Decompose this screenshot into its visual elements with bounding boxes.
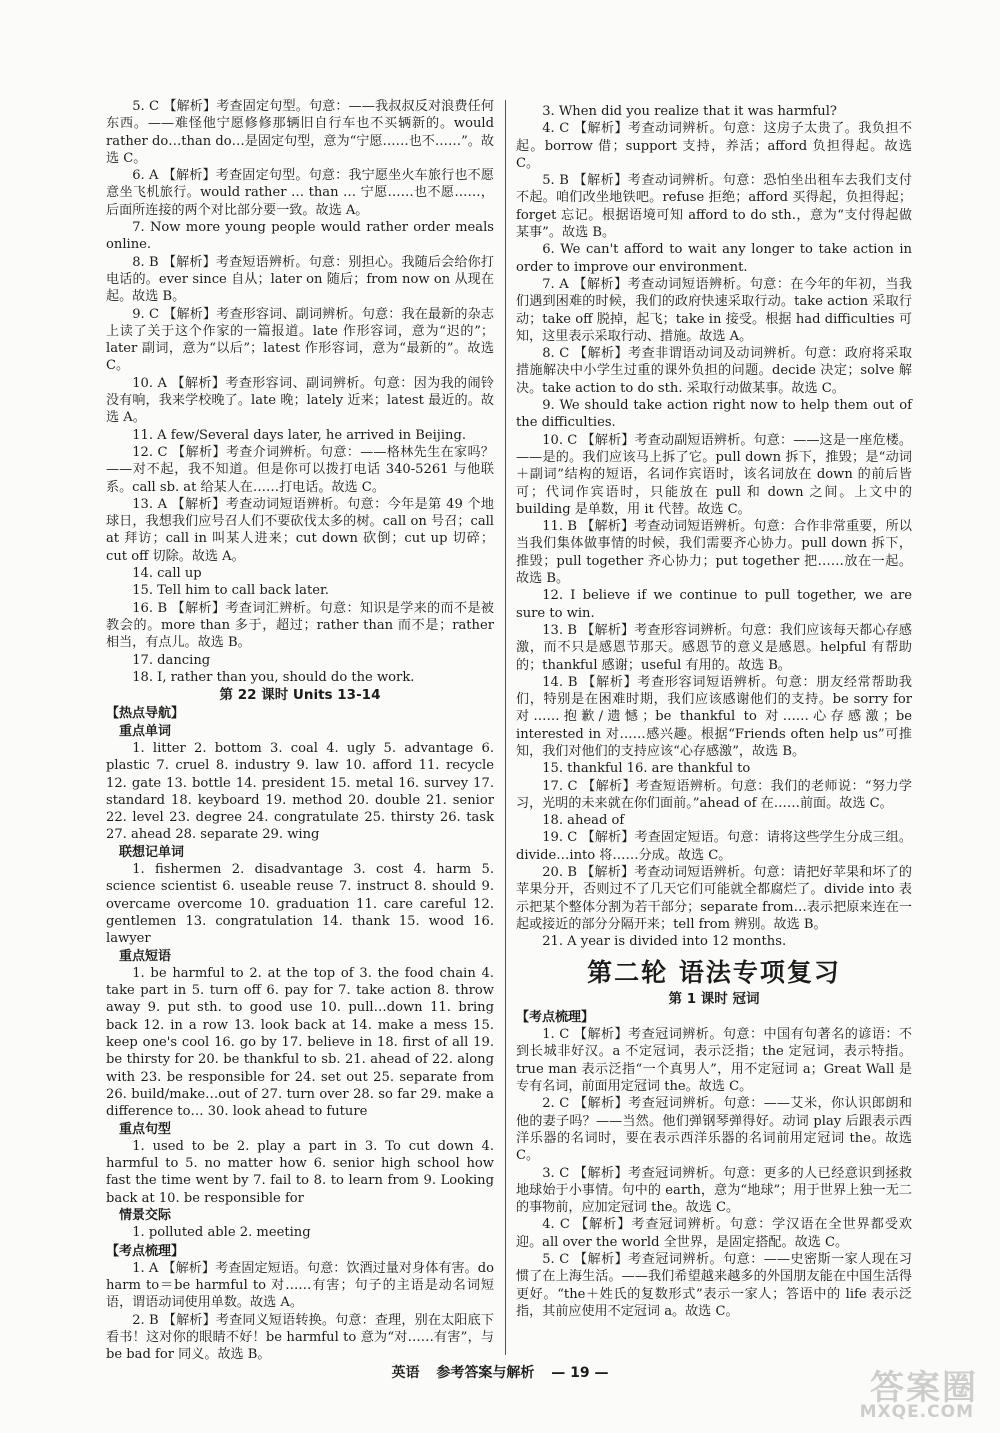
subsection-heading: 情景交际 — [119, 1208, 172, 1223]
answer-paragraph: 6. We can't afford to wait any longer to take action in order to improve our environment. — [516, 242, 912, 275]
answer-paragraph: 15. thankful 16. are thankful to — [542, 761, 751, 777]
section-heading: 【热点导航】 — [106, 706, 185, 722]
answer-paragraph: 17. C 【解析】考查短语辨析。句意：我们的老师说：“努力学习，光明的未来就在你们面前。”ahead of 在……前面。故选 C。 — [516, 778, 912, 811]
footer-subject: 英语 — [391, 1365, 420, 1381]
answer-paragraph: 5. C 【解析】考查冠词辨析。句意：——史密斯一家人现在习惯了在上海生活。——我们希望越来越多的外国朋友能在中国生活得更好。“the＋姓氏的复数形式”表示一家人；答语中的 life 表示泛指，其前应使用不定冠词 a。故选 C。 — [516, 1252, 912, 1319]
answer-paragraph: 12. C 【解析】考查介词辨析。句意：——格林先生在家吗？——对不起，我不知道。但是你可以拨打电话 340-5261 与他联系。call sb. at 给某人在……打电话。故选 C。 — [106, 444, 494, 495]
watermark — [818, 1360, 978, 1420]
subsection-heading: 重点短语 — [119, 948, 172, 964]
answer-paragraph: 14. B 【解析】考查形容词短语辨析。句意：朋友经常帮助我们，特别是在困难时期，我们应该感谢他们的支持。be sorry for 对……抱歉/遗憾；be thankful to 对……心存感激；be interested in 对……感兴趣。根据“Friends often help us”可推知，我们对他们的支持应该“心存感激”，故选 B。 — [516, 674, 912, 759]
answer-paragraph: 16. B 【解析】考查词汇辨析。句意：知识是学来的而不是被教会的。more than 多于，超过；rather than 而不是；rather 相当，有点儿。故选 B。 — [106, 600, 494, 651]
answer-paragraph: 18. ahead of — [542, 813, 625, 829]
answer-paragraph: 1. polluted able 2. meeting — [132, 1225, 311, 1241]
answer-paragraph: 5. C 【解析】考查固定句型。句意：——我叔叔反对浪费任何东西。——难怪他宁愿修修那辆旧自行车也不买辆新的。would rather do…than do…是固定句型，意为“宁愿……也不……”。故选 C。 — [106, 99, 494, 166]
watermark-url: MXQE.COM — [859, 1402, 974, 1422]
left-column — [106, 98, 494, 1364]
answer-paragraph: 11. B 【解析】考查动词短语辨析。句意：合作非常重要，所以当我们集体做事情的时候，我们需要齐心协力。pull down 拆下，推毁；pull together 齐心协力；put together 把……放在一起。故选 B。 — [516, 519, 912, 587]
answer-paragraph: 14. call up — [132, 566, 202, 582]
answer-paragraph: 11. A few/Several days later, he arrived in Beijing. — [132, 427, 467, 443]
watermark-logo: 答案圈 — [870, 1368, 978, 1408]
answer-paragraph: 1. C 【解析】考查冠词辨析。句意：中国有句著名的谚语：不到长城非好汉。a 不定冠词，表示泛指；the 定冠词，表示特指。true man 表示泛指“一个真男人”，用不定冠词 a；Great Wall 是专有名词，前面用定冠词 the。故选 C。 — [516, 1027, 912, 1095]
answer-paragraph: 18. I, rather than you, should do the work. — [132, 669, 415, 685]
answer-paragraph: 21. A year is divided into 12 months. — [542, 934, 787, 950]
answer-paragraph: 1. A 【解析】考查固定短语。句意：饮酒过量对身体有害。do harm to＝be harmful to 对……有害；句子的主语是动名词短语，谓语动词使用单数。故选 A。 — [106, 1260, 494, 1311]
section-heading: 【考点梳理】 — [516, 1009, 595, 1025]
answer-paragraph: 1. fishermen 2. disadvantage 3. cost 4. harm 5. science scientist 6. useable reuse 7. instruct 8. should 9. overcame overcome 10. graduation 11. care careful 12. gentlemen 13. congratulation 14. thank 15. wood 16. lawyer — [106, 862, 494, 947]
answer-paragraph: 4. C 【解析】考查动词辨析。句意：这房子太贵了。我负担不起。borrow 借；support 支持，养活；afford 负担得起。故选 C。 — [516, 121, 912, 171]
page-number: — 19 — — [551, 1365, 609, 1381]
footer-title: 参考答案与解析 — [436, 1365, 535, 1381]
answer-paragraph: 19. C 【解析】考查固定短语。句意：请将这些学生分成三组。divide…into 将……分成。故选 C。 — [516, 830, 912, 863]
answer-paragraph: 5. B 【解析】考查动词辨析。句意：恐怕坐出租车去我们支付不起。咱们改坐地铁吧。refuse 拒绝；afford 买得起，负担得起；forget 忘记。根据语境可知 afford to do sth.，意为“支付得起做某事”。故选 B。 — [516, 173, 912, 241]
answer-paragraph: 9. C 【解析】考查形容词、副词辨析。句意：我在最新的杂志上读了关于这个作家的一篇报道。late 作形容词，意为“迟的”；later 副词，意为“以后”；latest 作形容词，意为“最新的”。故选 C。 — [106, 306, 494, 374]
answer-paragraph: 2. B 【解析】考查同义短语转换。句意：查理，别在太阳底下看书！这对你的眼睛不好！be harmful to 意为“对……有害”，与 be bad for 同义。故选 B。 — [106, 1312, 494, 1363]
answer-paragraph: 4. C 【解析】考查冠词辨析。句意：学汉语在全世界都受欢迎。all over the world 全世界，是固定搭配。故选 C。 — [516, 1217, 912, 1250]
answer-paragraph: 3. C 【解析】考查冠词辨析。句意：更多的人已经意识到拯救地球始于小事情。句中的 earth，意为“地球”；用于世界上独一无二的事物前，应加定冠词 the。故选 C。 — [516, 1165, 912, 1216]
answer-paragraph: 13. B 【解析】考查形容词辨析。句意：我们应该每天都心存感激，而不只是感恩节那天。感恩节的意义是感恩。helpful 有帮助的；thankful 感谢；useful 有用的。故选 B。 — [516, 622, 912, 673]
answer-paragraph: 10. A 【解析】考查形容词、副词辨析。句意：因为我的闹铃没有响，我来学校晚了。late 晚；lately 近来；latest 最近的。故选 A。 — [106, 375, 494, 426]
round-title: 第二轮 语法专项复习 — [587, 957, 841, 987]
answer-paragraph: 7. A 【解析】考查动词短语辨析。句意：在今年的年初，当我们遇到困难的时候，我们的政府快速采取行动。take action 采取行动；take off 脱掉，起飞；take in 接受。根据 had difficulties 可知，这里表示采取行动、措施。故选 A。 — [516, 276, 912, 344]
answer-paragraph: 10. C 【解析】考查动副短语辨析。句意：——这是一座危楼。——是的。我们应该马上拆了它。pull down 拆下，推毁；是“动词＋副词”结构的短语，名词作宾语时，该名词放在 down 的前后皆可；代词作宾语时，只能放在 pull 和 down 之间。上文中的 building 是单数，用 it 代替。故选 C。 — [516, 432, 912, 517]
answer-paragraph: 2. C 【解析】考查冠词辨析。句意：——艾米，你认识郎朗和他的妻子吗？——当然。他们弹钢琴弹得好。动词 play 后跟表示西洋乐器的名词时，要在表示西洋乐器的名词前用定冠词 the。故选 C。 — [516, 1096, 912, 1164]
answer-paragraph: 9. We should take action right now to help them out of the difficulties. — [516, 398, 912, 431]
subsection-heading: 联想记单词 — [119, 844, 185, 860]
subsection-heading: 重点句型 — [119, 1121, 172, 1137]
answer-paragraph: 20. B 【解析】考查动词短语辨析。句意：请把好苹果和坏了的苹果分开，否则过不了几天它们可能就全都腐烂了。divide into 表示把某个整体分割为若干部分；separate from…表示把原来连在一起或接近的部分分隔开来；tell from 辨别。故选 B。 — [516, 865, 912, 932]
answer-paragraph: 1. used to be 2. play a part in 3. To cut down 4. harmful to 5. no matter how 6. senior high school how fast the time went by 7. fail to 8. to learn from 9. Looking back at 10. be responsible for — [106, 1138, 494, 1206]
answer-paragraph: 8. C 【解析】考查非谓语动词及动词辨析。句意：政府将采取措施解决中小学生过重的课外负担的问题。decide 决定；solve 解决。take action to do sth. 采取行动做某事。故选 C。 — [516, 346, 912, 396]
subsection-heading: 重点单词 — [119, 723, 172, 739]
lesson-heading: 第 1 课时 冠词 — [668, 990, 760, 1007]
answer-paragraph: 17. dancing — [132, 652, 211, 668]
right-column — [516, 103, 912, 1320]
answer-paragraph: 3. When did you realize that it was harmful? — [542, 104, 837, 119]
lesson-heading: 第 22 课时 Units 13-14 — [219, 687, 381, 704]
answer-paragraph: 1. be harmful to 2. at the top of 3. the food chain 4. take part in 5. turn off 6. pay for 7. take action 8. throw away 9. put sth. to good use 10. pull…down 11. bring back 12. in a row 13. look back at 14. make a mess 15. keep one's cool 16. go by 17. believe in 18. first of all 19. be thirsty for 20. be thankful to sb. 21. ahead of 22. along with 23. be responsible for 24. set out 25. separate from 26. build/make…out of 27. turn over 28. so far 29. make a difference to… 30. look ahead to future — [106, 965, 494, 1120]
answer-paragraph: 12. I believe if we continue to pull together, we are sure to win. — [516, 588, 912, 621]
answer-paragraph: 15. Tell him to call back later. — [132, 583, 329, 599]
answer-paragraph: 6. A 【解析】考查固定句型。句意：我宁愿坐火车旅行也不愿意坐飞机旅行。would rather … than … 宁愿……也不愿……，后面所连接的两个对比部分要一致。故选 A。 — [106, 168, 494, 218]
answer-paragraph: 8. B 【解析】考查短语辨析。句意：别担心。我随后会给你打电话的。ever since 自从；later on 随后；from now on 从现在起。故选 B。 — [106, 254, 494, 305]
column-divider — [505, 100, 506, 1355]
answer-paragraph: 13. A 【解析】考查动词短语辨析。句意：今年是第 49 个地球日，我想我们应号召人们不要砍伐太多的树。call on 号召；call at 拜访；call in 叫某人进来；cut down 砍倒；cut up 切碎；cut off 切除。故选 A。 — [106, 496, 494, 564]
section-heading: 【考点梳理】 — [106, 1243, 185, 1259]
answer-paragraph: 7. Now more young people would rather order meals online. — [106, 220, 494, 253]
answer-paragraph: 1. litter 2. bottom 3. coal 4. ugly 5. advantage 6. plastic 7. cruel 8. industry 9. law 10. afford 11. recycle 12. gate 13. bottle 14. president 15. metal 16. survey 17. standard 18. keyboard 19. method 20. double 21. senior 22. level 23. degree 24. congratulate 25. thirsty 26. task 27. ahead 28. separate 29. wing — [106, 740, 494, 843]
